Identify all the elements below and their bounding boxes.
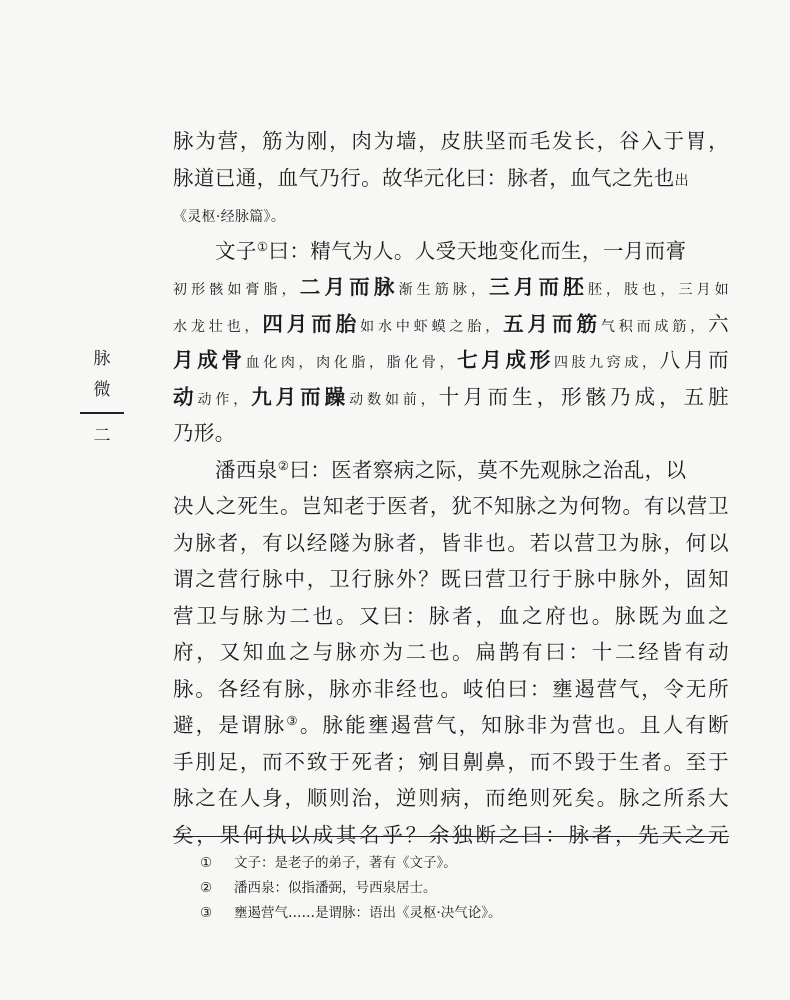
- footnote-number: ③: [200, 905, 213, 921]
- text-run: 曰：精气为人。人受天地变化而生，一月而膏: [268, 238, 687, 263]
- text-run: 三月而胚: [489, 275, 588, 299]
- annotation-run: 《灵枢·经脉篇》。: [173, 209, 286, 225]
- text-run: 四月而胎: [262, 311, 361, 336]
- text-run: 乃形。: [173, 421, 236, 445]
- text-run: 文子: [215, 238, 257, 263]
- text-line: [173, 744, 729, 781]
- text-run: 脉。各经有脉，脉亦非经也。岐伯曰：壅遏营气，令无所: [173, 676, 729, 701]
- text-run: 手刖足，而不致于死者；剜目劓鼻，而不毁于生者。至于: [173, 749, 729, 774]
- text-run: 曰：医者察病之际，莫不先观脉之治乱，以: [289, 457, 687, 482]
- annotation-run: 胚，肢也，三月如: [587, 282, 729, 298]
- text-line: [173, 707, 729, 744]
- text-line: [173, 561, 729, 598]
- annotation-run: 初形骸如膏脂，: [173, 282, 300, 298]
- text-run: 六: [708, 311, 729, 336]
- text-run: 脉为营，筋为刚，肉为墙，皮肤坚而毛发长，谷入于胃，: [173, 129, 729, 153]
- text-line: [173, 488, 729, 525]
- text-run: 七月成形: [457, 348, 554, 372]
- text-run: 潘西泉: [215, 457, 278, 482]
- footnote-number: ①: [200, 855, 213, 871]
- text-line: [173, 379, 729, 416]
- text-run: 动: [173, 384, 198, 409]
- text-run: 二月而脉: [299, 275, 399, 299]
- annotation-run: 动作，: [197, 391, 252, 408]
- text-run: 九月而躁: [251, 384, 350, 409]
- footnote-number: ②: [200, 880, 213, 896]
- running-header-char-2: 微: [93, 380, 111, 400]
- text-run: 脉道已通，血气乃行。故华元化曰：脉者，血气之先也: [173, 165, 675, 190]
- footnote-text: 潘西泉：似指潘弼，号西泉居士。: [234, 880, 437, 896]
- running-header-rule: [80, 412, 124, 414]
- text-line: [173, 598, 729, 635]
- footnote-marker[interactable]: ③: [286, 713, 300, 728]
- footnote-3: [200, 901, 720, 926]
- footnote-marker[interactable]: ②: [277, 457, 290, 473]
- running-header-char-1: 脉: [93, 349, 111, 369]
- footnote-text: 文子：是老子的弟子，著有《文子》。: [234, 855, 457, 871]
- footnote-1: [200, 851, 720, 876]
- text-line: [173, 269, 729, 306]
- text-run: 矣，果何执以成其名乎？余独断之曰：脉者，先天之元: [173, 822, 729, 847]
- text-line: [173, 342, 729, 379]
- page-number: 二: [93, 426, 111, 446]
- text-line: [173, 123, 729, 160]
- footnote-divider: [173, 836, 729, 837]
- text-run: 五月而筋: [503, 311, 601, 336]
- main-text: [173, 123, 729, 853]
- text-line: [173, 525, 729, 562]
- text-line: [173, 817, 729, 854]
- annotation-run: 渐生筋脉，: [398, 282, 490, 298]
- text-run: 。脉能壅遏营气，知脉非为营也。且人有断: [299, 713, 729, 737]
- text-line: [173, 196, 729, 233]
- text-run: 脉之在人身，顺则治，逆则病，而绝则死矣。脉之所系大: [173, 786, 729, 810]
- text-run: 月成骨: [173, 348, 246, 372]
- footnotes: [200, 851, 720, 926]
- text-run: 十月而生，形骸乃成，五脏: [438, 384, 729, 409]
- text-line: [173, 415, 729, 452]
- footnote-text: 壅遏营气……是谓脉：语出《灵枢·决气论》。: [234, 905, 502, 921]
- text-line: [173, 671, 729, 708]
- text-run: 营卫与脉为二也。又曰：脉者，血之府也。脉既为血之: [173, 603, 729, 628]
- annotation-run: 动数如前，: [349, 391, 439, 408]
- text-line: [173, 452, 729, 489]
- text-run: 谓之营行脉中，卫行脉外？既曰营卫行于脉中脉外，固知: [173, 567, 729, 591]
- text-line: [173, 233, 729, 270]
- annotation-run: 水龙壮也，: [173, 318, 263, 335]
- text-line: [173, 634, 729, 671]
- text-line: [173, 306, 729, 343]
- text-line: [173, 160, 729, 197]
- annotation-run: 出: [674, 172, 689, 189]
- text-run: 决人之死生。岂知老于医者，犹不知脉之为何物。有以营卫: [173, 494, 729, 518]
- text-run: 八月而: [659, 348, 729, 372]
- text-run: 为脉者，有以经隧为脉者，皆非也。若以营卫为脉，何以: [173, 530, 729, 555]
- text-line: [173, 780, 729, 817]
- annotation-run: 四肢九窍成，: [553, 355, 660, 371]
- footnote-2: [200, 876, 720, 901]
- running-header: [80, 350, 124, 446]
- annotation-run: 如水中虾蟆之胎，: [360, 318, 504, 335]
- text-run: 避，是谓脉: [173, 713, 287, 737]
- footnote-marker[interactable]: ①: [256, 238, 269, 254]
- annotation-run: 气积而成筋，: [600, 318, 709, 335]
- annotation-run: 血化肉，肉化脂，脂化骨，: [245, 355, 458, 371]
- text-run: 府，又知血之与脉亦为二也。扁鹊有曰：十二经皆有动: [173, 640, 729, 664]
